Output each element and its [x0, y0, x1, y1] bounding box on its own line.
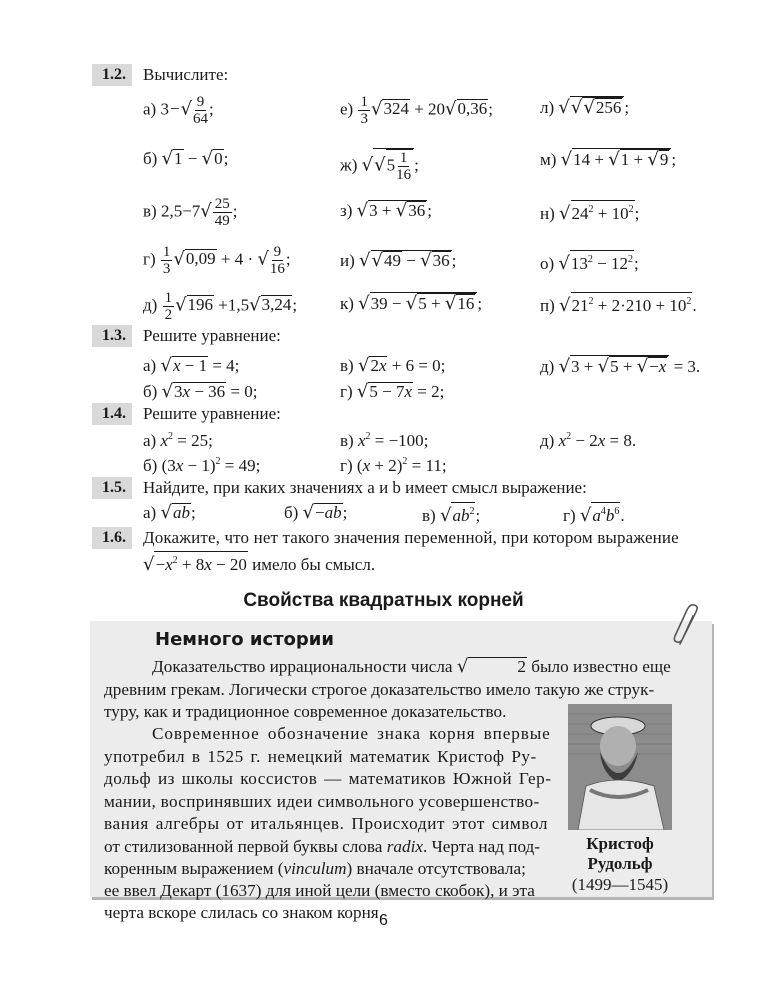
exercise-item-1-2-o: о) $√13^2 - 12^2$; [540, 250, 639, 275]
text-span: коренным выражением ( [104, 859, 284, 878]
exercise-tail-1-6: имело бы смысл. [252, 555, 376, 574]
exercise-number-1-2: 1.2. [92, 64, 132, 86]
item-label: б) [284, 503, 299, 522]
item-label: д) [143, 295, 158, 315]
history-paragraph-2-line-5: вания алгебры от итальянцев. Происходит этот символ [104, 814, 549, 833]
item-label: в) [143, 201, 157, 221]
exercise-number-1-5: 1.5. [92, 477, 132, 499]
exercise-item-1-2-l: л) √√√256 ; [540, 97, 630, 118]
history-paragraph-1-line-2: древним грекам. Логически строгое доказательство имело такую же струк- [104, 680, 655, 699]
item-label: о) [540, 254, 555, 273]
item-label: д) [540, 431, 555, 450]
history-paragraph-2-line-4: мании, воспринявших идеи символьного усовершенство- [104, 792, 540, 811]
item-label: е) [340, 99, 354, 119]
item-label: а) [143, 356, 157, 375]
exercise-item-1-5-a: а) √ab; [143, 502, 196, 523]
exercise-item-1-2-z: з) √3 + √36 ; [340, 200, 432, 221]
exercise-item-1-3-v: в) √2x + 6 = 0; [340, 355, 446, 376]
item-label: н) [540, 204, 555, 223]
exercise-item-1-3-b: б) √3x − 36 = 0; [143, 381, 258, 402]
text-span: было известно еще [531, 657, 671, 676]
exercise-item-1-2-k: к) √39 − √5 + √16 ; [340, 293, 483, 314]
portrait-caption-years: (1499—1545) [571, 875, 669, 894]
exercise-item-1-2-n: н) $√24^2 + 10^2$; [540, 200, 639, 225]
history-paragraph-2-line-2: употребил в 1525 г. немецкий математик Кристоф Ру- [104, 747, 537, 766]
item-label: г) [563, 506, 576, 525]
section-title: Свойства квадратных корней [243, 590, 524, 611]
exercise-prompt-1-4: Решите уравнение: [143, 404, 281, 423]
history-paragraph-2-line-6 [104, 836, 540, 859]
paperclip-icon [672, 604, 704, 653]
item-label: и) [340, 251, 355, 270]
item-label: а) [143, 99, 157, 119]
exercise-item-1-2-e: е) $\frac{1}{3}$ √324 + 20√0,36; [340, 94, 494, 127]
exercise-number-1-6: 1.6. [92, 527, 132, 549]
item-label: в) [340, 356, 354, 375]
exercise-prompt-1-6: Докажите, что нет такого значения переменной, при котором выражение [143, 528, 679, 547]
italic-word: radix [386, 837, 423, 856]
exercise-item-1-2-v: в) 2,5−7√ $\frac{25}{49}$ ; [143, 196, 238, 229]
item-label: к) [340, 294, 354, 313]
exercise-number-1-3: 1.3. [92, 325, 132, 347]
portrait-image [568, 704, 672, 830]
item-label: г) [340, 456, 353, 475]
exercise-item-1-4-g: г) $(x + 2)^2 = 11$; [340, 456, 447, 475]
portrait-caption-name-2: Рудольф [587, 854, 653, 873]
history-paragraph-2-line-9: черта вскоре слилась со знаком корня. [104, 903, 384, 922]
page-number: 6 [379, 912, 388, 929]
exercise-item-1-2-m: м) √14 + √1 + √9 ; [540, 149, 677, 170]
exercise-item-1-2-zh: ж) √√5 $\frac{1}{16}$ ; [340, 150, 419, 183]
exercise-item-1-2-a: а) 3−√ $\frac{9}{64}$ ; [143, 94, 214, 127]
history-paragraph-2-line-3: дольф из школы коссистов — математиков Южной Гер- [104, 769, 552, 788]
exercise-item-1-2-b: б) √1 − √0; [143, 148, 229, 169]
exercise-item-1-5-b: б) √−ab; [284, 502, 348, 523]
item-label: м) [540, 150, 557, 169]
exercise-item-1-5-v: в) $√ab^2$; [422, 502, 480, 527]
item-label: а) [143, 431, 157, 450]
item-label: б) [143, 382, 158, 401]
item-label: в) [340, 431, 354, 450]
item-label: г) [340, 382, 353, 401]
text-span: ) вначале отсутствовала; [346, 859, 526, 878]
exercise-item-1-2-g: г) $\frac{1}{3}$ √0,09 + 4 · √ $\frac{9}{16}$ ; [143, 244, 291, 277]
history-paragraph-2-line-8: ее ввел Декарт (1637) для иной цели (вместо скобок), и эта [104, 881, 535, 900]
exercise-item-1-3-d: д) √3 + √5 + √−x = 3. [540, 356, 701, 377]
exercise-item-1-4-d: д) $x^2 - 2x = 8$. [540, 431, 637, 450]
history-paragraph-1-line-1: Доказательство иррациональности числа √ 2 было известно еще [152, 656, 671, 677]
history-paragraph-2-line-1: Современное обозначение знака корня впервые [152, 724, 551, 743]
history-paragraph-2-line-7 [104, 858, 526, 881]
item-label: д) [540, 357, 555, 376]
text-span: . Черта над под- [422, 837, 541, 856]
item-label: б) [143, 456, 158, 475]
exercise-item-1-2-i: и) √√49 − √36 ; [340, 250, 457, 271]
exercise-prompt-1-5: Найдите, при каких значениях a и b имеет смысл выражение: [143, 478, 587, 497]
exercise-item-1-3-g: г) √5 − 7x = 2; [340, 381, 445, 402]
italic-word: vinculum [283, 859, 347, 878]
exercise-prompt-1-3: Решите уравнение: [143, 326, 281, 345]
exercise-item-1-2-d: д) $\frac{1}{2}$ √196 +1,5√3,24; [143, 290, 298, 323]
exercise-number-1-4: 1.4. [92, 403, 132, 425]
exercise-item-1-5-g: г) $√a^4b^6$. [563, 502, 625, 527]
exercise-item-1-2-p: п) $√21^2 + 2\cdot 210 + 10^2$. [540, 292, 697, 317]
item-label: л) [540, 98, 555, 117]
exercise-item-1-6-expr: $√-x^2 + 8x - 20$ имело бы смысл. [143, 551, 375, 576]
exercise-item-1-3-a: а) √x − 1 = 4; [143, 355, 240, 376]
exercise-item-1-4-b: б) $(3x - 1)^2 = 49$; [143, 456, 261, 475]
item-label: в) [422, 506, 436, 525]
item-label: г) [143, 249, 156, 269]
item-label: а) [143, 503, 157, 522]
exercise-item-1-4-a: а) $x^2 = 25$; [143, 431, 213, 450]
item-label: ж) [340, 155, 358, 175]
portrait-caption-name-1: Кристоф [586, 834, 654, 853]
sqrt-two: 2 [468, 657, 527, 676]
item-label: б) [143, 149, 158, 168]
item-label: п) [540, 296, 555, 315]
exercise-prompt-1-2: Вычислите: [143, 65, 229, 84]
exercise-item-1-4-v: в) $x^2 = -100$; [340, 431, 429, 450]
text-span: от стилизованной первой буквы слова [104, 837, 387, 856]
item-label: з) [340, 201, 353, 220]
text-span: Доказательство иррациональности числа [152, 657, 453, 676]
history-paragraph-1-line-3: туру, как и традиционное современное доказательство. [104, 702, 507, 721]
history-title: Немного истории [155, 629, 335, 650]
